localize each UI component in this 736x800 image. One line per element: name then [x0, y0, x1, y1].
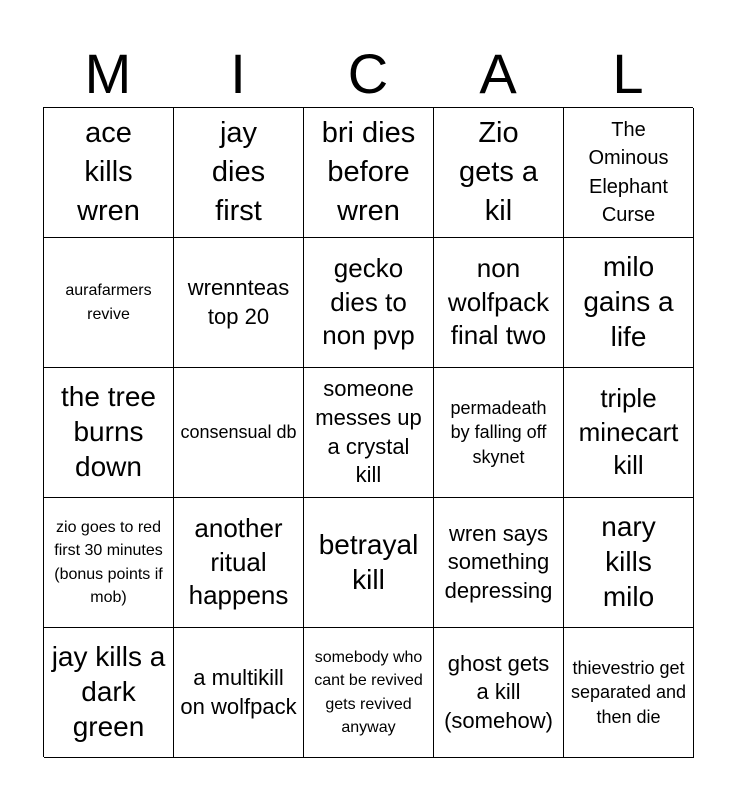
bingo-cell-r4-c4[interactable]	[434, 498, 564, 628]
cell-text: jay kills a dark green	[51, 641, 166, 742]
bingo-cell-r1-c4[interactable]	[434, 108, 564, 238]
cell-text: ace kills wren	[77, 117, 140, 227]
bingo-cell-r4-c2[interactable]	[174, 498, 304, 628]
bingo-cell-r3-c4[interactable]	[434, 368, 564, 498]
cell-text: thievestrio get separated and then die	[570, 658, 687, 727]
header-letter-c: C	[347, 42, 389, 105]
cell-text: bri dies before wren	[321, 117, 416, 227]
cell-text: somebody who cant be revived gets revived anyway	[314, 649, 423, 736]
cell-text: a multikill on wolfpack	[180, 664, 297, 719]
bingo-cell-r2-c3[interactable]	[304, 238, 434, 368]
bingo-cell-r5-c1[interactable]	[44, 628, 174, 758]
bingo-cell-r4-c3[interactable]	[304, 498, 434, 628]
cell-text: the tree burns down	[61, 381, 156, 482]
cell-text: The Ominous Elephant Curse	[588, 118, 669, 226]
bingo-cell-r1-c5[interactable]	[564, 108, 694, 238]
bingo-cell-r1-c1[interactable]	[44, 108, 174, 238]
bingo-cell-r3-c2[interactable]	[174, 368, 304, 498]
bingo-cell-r5-c3[interactable]	[304, 628, 434, 758]
cell-text: permadeath by falling off skynet	[450, 398, 547, 467]
bingo-cell-r5-c2[interactable]	[174, 628, 304, 758]
cell-text: milo gains a life	[583, 251, 674, 352]
cell-text: Zio gets a kil	[459, 117, 538, 227]
cell-text: nary kills milo	[601, 511, 656, 612]
cell-text: someone messes up a crystal kill	[315, 376, 422, 488]
bingo-cell-r1-c3[interactable]	[304, 108, 434, 238]
bingo-cell-r5-c4[interactable]	[434, 628, 564, 758]
cell-text: another ritual happens	[188, 512, 289, 611]
cell-text: non wolfpack final two	[447, 252, 550, 351]
cell-text: zio goes to red first 30 minutes (bonus points if mob)	[54, 519, 163, 606]
bingo-cell-r2-c2[interactable]	[174, 238, 304, 368]
cell-text: gecko dies to non pvp	[322, 252, 415, 351]
cell-text: wrennteas top 20	[187, 274, 290, 329]
header-letter-l: L	[612, 42, 644, 105]
bingo-header	[43, 40, 693, 108]
cell-text: consensual db	[180, 422, 297, 443]
bingo-cell-r3-c1[interactable]	[44, 368, 174, 498]
bingo-cell-r3-c3[interactable]	[304, 368, 434, 498]
bingo-cell-r2-c5[interactable]	[564, 238, 694, 368]
bingo-board	[43, 107, 693, 757]
bingo-cell-r4-c1[interactable]	[44, 498, 174, 628]
bingo-cell-r1-c2[interactable]	[174, 108, 304, 238]
cell-text: triple minecart kill	[578, 382, 679, 481]
header-letter-m: M	[84, 42, 132, 105]
bingo-cell-r4-c5[interactable]	[564, 498, 694, 628]
bingo-cell-r3-c5[interactable]	[564, 368, 694, 498]
header-letter-a: A	[479, 42, 517, 105]
header-letter-i: I	[230, 42, 246, 105]
cell-text: aurafarmers revive	[65, 282, 152, 323]
cell-text: ghost gets a kill (somehow)	[444, 650, 553, 733]
bingo-cell-r5-c5[interactable]	[564, 628, 694, 758]
bingo-cell-r2-c1[interactable]	[44, 238, 174, 368]
cell-text: betrayal kill	[318, 528, 419, 595]
cell-text: jay dies first	[211, 117, 266, 227]
bingo-cell-r2-c4[interactable]	[434, 238, 564, 368]
cell-text: wren says something depressing	[444, 520, 553, 603]
